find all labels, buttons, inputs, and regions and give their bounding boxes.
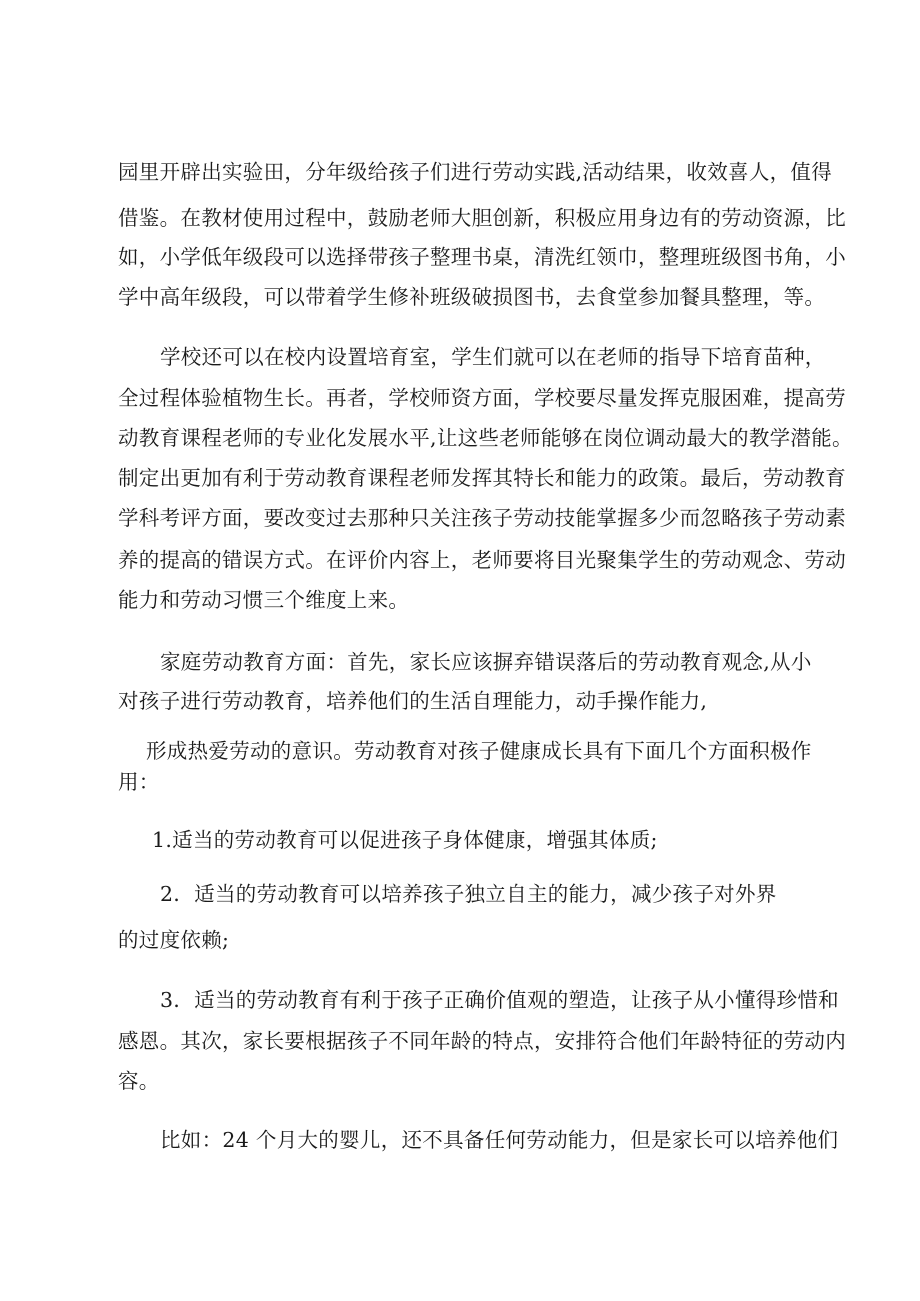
list-item-continuation: 容。 [118,1069,160,1093]
text-line: 制定出更加有利于劳动教育课程老师发挥其特长和能力的政策。最后，劳动教育 [118,466,846,490]
list-item-continuation: 感恩。其次，家长要根据孩子不同年龄的特点，安排符合他们年龄特征的劳动内 [118,1029,846,1053]
list-item: 1.适当的劳动教育可以促进孩子身体健康，增强其体质; [152,828,658,852]
list-item-continuation: 的过度依赖; [118,928,230,952]
text-line: 动教育课程老师的专业化发展水平,让这些老师能够在岗位调动最大的教学潜能。 [118,426,853,450]
text-line: 全过程体验植物生长。再者，学校师资方面，学校要尽量发挥克服困难，提高劳 [118,386,846,410]
list-item: 2．适当的劳动教育可以培养孩子独立自主的能力，减少孩子对外界 [160,882,777,906]
text-line: 对孩子进行劳动教育，培养他们的生活自理能力，动手操作能力, [118,689,708,713]
text-line: 养的提高的错误方式。在评价内容上，老师要将目光聚集学生的劳动观念、劳动 [118,548,846,572]
text-line: 如，小学低年级段可以选择带孩子整理书桌，清洗红领巾，整理班级图书角，小 [118,245,846,269]
list-item: 3．适当的劳动教育有利于孩子正确价值观的塑造，让孩子从小懂得珍惜和 [160,988,839,1012]
text-line: 学校还可以在校内设置培育室，学生们就可以在老师的指导下培育苗种， [160,345,826,369]
text-line: 能力和劳动习惯三个维度上来。 [118,588,410,612]
text-line: 借鉴。在教材使用过程中，鼓励老师大胆创新，积极应用身边有的劳动资源，比 [118,206,846,230]
text-line: 学科考评方面，要改变过去那种只关注孩子劳动技能掌握多少而忽略孩子劳动素 [118,506,846,530]
text-line: 形成热爱劳动的意识。劳动教育对孩子健康成长具有下面几个方面积极作 [146,739,812,763]
text-line: 家庭劳动教育方面：首先，家长应该摒弃错误落后的劳动教育观念,从小 [160,650,812,674]
text-line: 学中高年级段，可以带着学生修补班级破损图书，去食堂参加餐具整理，等。 [118,285,826,309]
text-line: 比如：24 个月大的婴儿，还不具备任何劳动能力，但是家长可以培养他们 [160,1128,839,1152]
text-line: 用： [118,770,160,794]
text-line: 园里开辟出实验田，分年级给孩子们进行劳动实践,活动结果，收效喜人，值得 [118,160,833,184]
